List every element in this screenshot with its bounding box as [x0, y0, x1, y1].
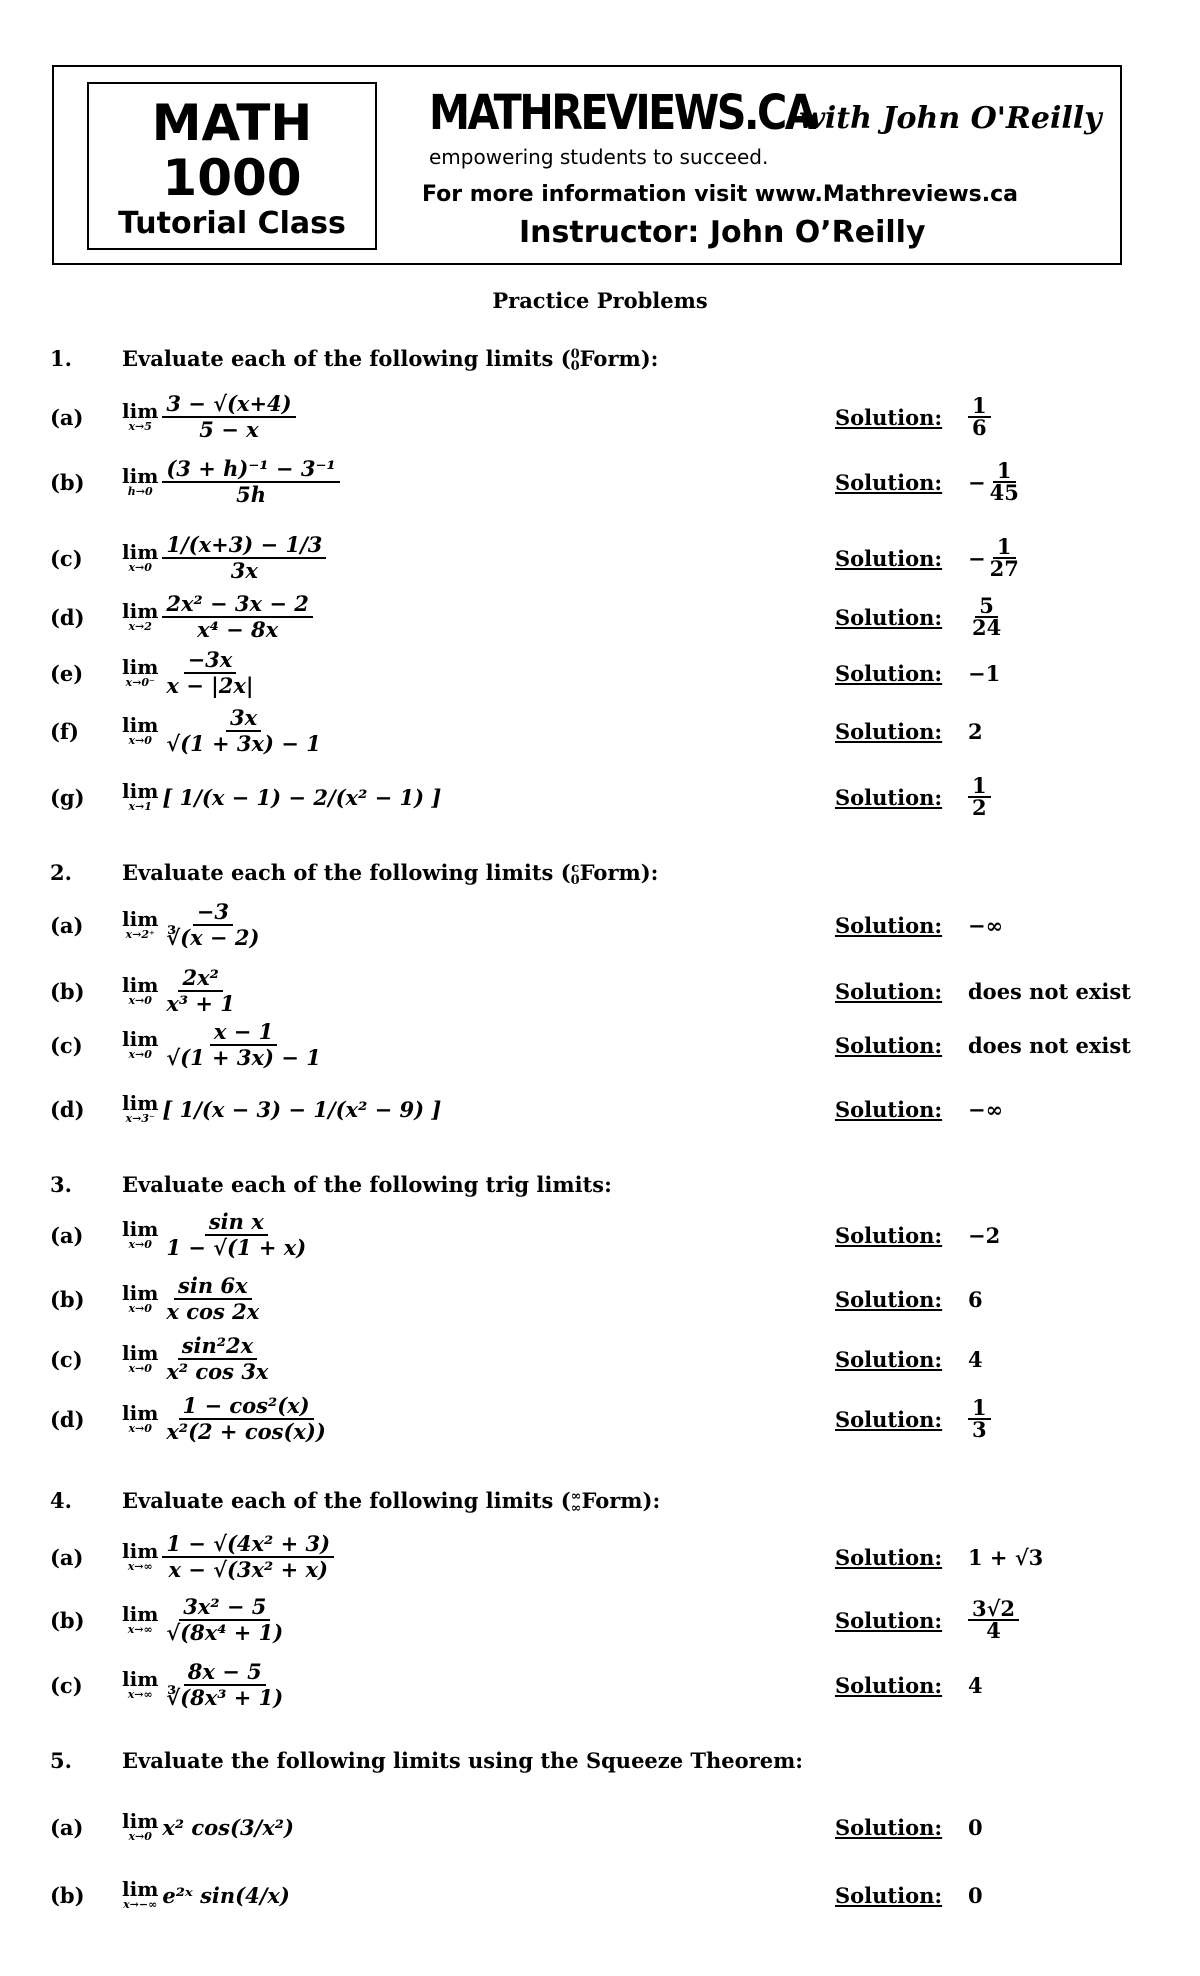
form-suffix: Form):	[579, 860, 659, 885]
limit-operator: lim x→0	[122, 1401, 159, 1435]
limit-subscript: x→0	[128, 994, 152, 1007]
numerator: 1 − cos²(x)	[179, 1394, 314, 1420]
numerator: 2x²	[178, 966, 222, 992]
solution-label: Solution:	[835, 1607, 943, 1633]
problem-expression	[122, 1528, 334, 1586]
form-den: 0	[570, 872, 580, 888]
numerator: 2x² − 3x − 2	[162, 592, 313, 618]
problem-label: (f)	[50, 718, 79, 744]
solution-value	[968, 772, 991, 822]
solution-label: Solution:	[835, 1882, 943, 1908]
problem-row	[50, 1272, 1150, 1326]
numerator: 3x	[226, 706, 261, 732]
solution-label: Solution:	[835, 1672, 943, 1698]
limit-operator: lim x→0⁻	[122, 655, 159, 689]
limit-subscript: x→2	[128, 620, 152, 633]
problem-expression	[122, 706, 325, 756]
problem-label: (b)	[50, 1607, 85, 1633]
solution-value	[968, 520, 1023, 596]
denominator: x cos 2x	[166, 1299, 260, 1324]
limit-subscript: x→2⁺	[125, 928, 155, 941]
solution-value: −∞	[968, 1096, 1004, 1122]
section-text: Evaluate each of the following trig limits:	[122, 1172, 612, 1197]
section-text: Evaluate each of the following limits	[122, 346, 554, 371]
limit-subscript: x→5	[128, 420, 152, 433]
bracket-expression: [ 1/(x − 1) − 2/(x² − 1) ]	[162, 784, 442, 810]
limit-subscript: x→0⁻	[125, 676, 155, 689]
problem-row	[50, 455, 1150, 509]
problem-expression	[122, 1208, 310, 1262]
solution-label: Solution:	[835, 1406, 943, 1432]
brand-tagline: empowering students to succeed.	[429, 145, 769, 169]
form-suffix: Form):	[579, 346, 659, 371]
problem-row	[50, 1018, 1150, 1072]
limit-subscript: x→0	[128, 561, 152, 574]
problem-expression	[122, 1332, 272, 1386]
solution-label: Solution:	[835, 469, 943, 495]
problem-label: (d)	[50, 604, 85, 630]
answer-numerator: 1	[968, 1398, 991, 1420]
limit-operator: lim x→0	[122, 1217, 159, 1251]
solution-label: Solution:	[835, 1032, 943, 1058]
problem-expression	[122, 390, 296, 444]
form-fraction	[570, 346, 580, 374]
info-line: For more information visit www.Mathreviews.ca	[422, 182, 1018, 207]
problem-expression	[122, 964, 239, 1018]
solution-value: 2	[968, 718, 983, 744]
form-fraction	[570, 1488, 582, 1516]
problem-label: (c)	[50, 1672, 83, 1698]
solution-value: −1	[968, 660, 1001, 686]
problem-label: (a)	[50, 1544, 84, 1570]
solution-value	[968, 592, 1005, 642]
solution-value: 4	[968, 1346, 983, 1372]
solution-label: Solution:	[835, 1222, 943, 1248]
problem-row	[50, 1658, 1150, 1712]
problem-label: (c)	[50, 1032, 83, 1058]
denominator: x⁴ − 8x	[197, 617, 279, 642]
form-num: ∞	[570, 1488, 582, 1504]
section-text: Evaluate each of the following limits	[122, 1488, 554, 1513]
problem-expression	[122, 898, 263, 952]
solution-label: Solution:	[835, 1286, 943, 1312]
denominator: √(8x⁴ + 1)	[166, 1620, 284, 1645]
answer-numerator: 1	[968, 776, 991, 798]
solution-value	[968, 455, 1023, 509]
limit-operator: lim x→∞	[122, 1539, 159, 1573]
fraction	[162, 1334, 272, 1384]
limit-operator: lim x→0	[122, 1341, 159, 1375]
problem-row	[50, 648, 1150, 698]
limit-subscript: x→0	[128, 1362, 152, 1375]
numerator: 1/(x+3) − 1/3	[162, 533, 326, 559]
form-num: 0	[570, 346, 580, 362]
problem-label: (a)	[50, 912, 84, 938]
section-number: 2.	[50, 860, 72, 885]
denominator: x² cos 3x	[166, 1359, 269, 1384]
limit-subscript: x→1	[128, 800, 152, 813]
form-num: c	[571, 860, 580, 876]
denominator: √(1 + 3x) − 1	[166, 731, 321, 756]
limit-subscript: x→−∞	[123, 1898, 158, 1911]
numerator: 8x − 5	[184, 1660, 266, 1686]
answer-denominator: 3	[972, 1417, 987, 1442]
answer-numerator: 5	[975, 596, 998, 618]
problem-expression	[122, 520, 326, 596]
brand-signature: with John O'Reilly	[799, 101, 1102, 136]
problem-row	[50, 592, 1150, 642]
solution-value	[968, 1592, 1019, 1648]
problem-row	[50, 1800, 1150, 1854]
limit-operator: lim x→2⁺	[122, 907, 159, 941]
problem-label: (c)	[50, 545, 83, 571]
problem-expression	[122, 1392, 330, 1446]
instructor-line: Instructor: John O’Reilly	[519, 215, 926, 250]
denominator: ∛(8x³ + 1)	[166, 1685, 284, 1710]
problem-label: (b)	[50, 469, 85, 495]
form-open: (	[560, 1488, 571, 1513]
numerator: x − 1	[210, 1020, 277, 1046]
course-box	[87, 82, 377, 250]
form-open: (	[560, 346, 571, 371]
solution-value: 4	[968, 1672, 983, 1698]
limit-operator: lim x→∞	[122, 1667, 159, 1701]
section-text: Evaluate the following limits using the Squeeze Theorem:	[122, 1748, 804, 1773]
limit-operator: lim x→0	[122, 973, 159, 1007]
answer-denominator: 24	[972, 615, 1002, 640]
section-heading-2	[50, 860, 658, 887]
limit-operator: lim x→0	[122, 1281, 159, 1315]
limit-subscript: x→0	[128, 1422, 152, 1435]
problem-row	[50, 772, 1150, 822]
answer-numerator: 1	[993, 461, 1016, 483]
limit-operator: lim x→1	[122, 779, 159, 813]
form-fraction	[570, 860, 580, 888]
problem-row	[50, 1868, 1150, 1922]
problem-expression	[122, 1658, 287, 1712]
numerator: 3 − √(x+4)	[162, 392, 295, 418]
limit-operator: lim h→0	[122, 464, 159, 498]
fraction	[162, 1210, 310, 1260]
problem-label: (a)	[50, 1814, 84, 1840]
problem-expression	[122, 1800, 294, 1854]
form-den: ∞	[570, 1500, 582, 1516]
header-box	[52, 65, 1122, 265]
limit-operator: lim x→0	[122, 713, 159, 747]
answer-sign: −	[968, 545, 986, 571]
solution-label: Solution:	[835, 404, 943, 430]
problem-expression	[122, 1592, 287, 1648]
limit-subscript: x→0	[128, 734, 152, 747]
problem-row	[50, 390, 1150, 444]
solution-label: Solution:	[835, 1544, 943, 1570]
limit-subscript: x→3⁻	[125, 1112, 155, 1125]
fraction	[162, 1394, 329, 1444]
problem-row	[50, 964, 1150, 1018]
numerator: sin x	[205, 1210, 268, 1236]
numerator: −3x	[184, 648, 237, 674]
answer-denominator: 4	[986, 1618, 1001, 1643]
course-type: Tutorial Class	[118, 206, 346, 241]
denominator: 3x	[230, 558, 258, 583]
solution-value	[968, 1392, 991, 1446]
limit-operator: lim x→∞	[122, 1602, 159, 1636]
problem-row	[50, 1332, 1150, 1386]
solution-value: −∞	[968, 912, 1004, 938]
limit-operator: lim x→5	[122, 399, 159, 433]
limit-subscript: x→0	[128, 1302, 152, 1315]
problem-label: (d)	[50, 1406, 85, 1432]
limit-subscript: x→0	[128, 1238, 152, 1251]
answer-numerator: 3√2	[968, 1599, 1019, 1621]
solution-label: Solution:	[835, 1814, 943, 1840]
numerator: sin 6x	[174, 1274, 252, 1300]
solution-label: Solution:	[835, 912, 943, 938]
fraction	[162, 533, 326, 583]
answer-denominator: 27	[989, 556, 1019, 581]
denominator: 1 − √(1 + x)	[166, 1235, 307, 1260]
solution-label: Solution:	[835, 718, 943, 744]
fraction	[162, 392, 295, 442]
problem-label: (b)	[50, 978, 85, 1004]
denominator: x − |2x|	[166, 673, 254, 698]
function-expression: x² cos(3/x²)	[162, 1814, 294, 1840]
limit-subscript: h→0	[127, 485, 153, 498]
solution-value: 0	[968, 1814, 983, 1840]
denominator: 5 − x	[199, 417, 259, 442]
problem-label: (g)	[50, 784, 85, 810]
limit-operator: lim x→0	[122, 540, 159, 574]
answer-sign: −	[968, 469, 986, 495]
problem-label: (d)	[50, 1096, 85, 1122]
problem-label: (a)	[50, 404, 84, 430]
numerator: (3 + h)⁻¹ − 3⁻¹	[162, 457, 339, 483]
problem-row	[50, 1592, 1150, 1648]
denominator: ∛(x − 2)	[166, 925, 260, 950]
fraction	[162, 648, 257, 698]
problem-expression	[122, 648, 258, 698]
form-den: 0	[570, 358, 580, 374]
section-text: Evaluate each of the following limits	[122, 860, 554, 885]
problem-row	[50, 520, 1150, 596]
function-expression: e²ˣ sin(4/x)	[162, 1882, 290, 1908]
section-number: 4.	[50, 1488, 72, 1513]
fraction	[162, 706, 324, 756]
solution-label: Solution:	[835, 545, 943, 571]
course-number: 1000	[162, 149, 302, 207]
problem-expression	[122, 1018, 325, 1072]
denominator: √(1 + 3x) − 1	[166, 1045, 321, 1070]
problem-expression	[122, 455, 340, 509]
problem-row	[50, 1208, 1150, 1262]
problem-label: (a)	[50, 1222, 84, 1248]
problem-label: (e)	[50, 660, 84, 686]
denominator: x − √(3x² + x)	[168, 1557, 328, 1582]
fraction	[162, 900, 263, 950]
denominator: 5h	[236, 482, 266, 507]
answer-denominator: 45	[989, 480, 1019, 505]
problem-expression	[122, 1084, 441, 1134]
limit-operator: lim x→0	[122, 1027, 159, 1061]
problem-expression	[122, 1868, 290, 1922]
fraction	[162, 457, 339, 507]
solution-label: Solution:	[835, 604, 943, 630]
problem-row	[50, 898, 1150, 952]
limit-subscript: x→∞	[127, 1623, 153, 1636]
problem-row	[50, 1392, 1150, 1446]
section-heading-4	[50, 1488, 660, 1515]
bracket-expression: [ 1/(x − 3) − 1/(x² − 9) ]	[162, 1096, 442, 1122]
fraction	[162, 1660, 287, 1710]
limit-operator: lim x→2	[122, 599, 159, 633]
numerator: −3	[193, 900, 233, 926]
section-number: 1.	[50, 346, 72, 371]
solution-value: 1 + √3	[968, 1544, 1044, 1570]
fraction	[162, 966, 239, 1016]
solution-label: Solution:	[835, 1096, 943, 1122]
problem-expression	[122, 592, 313, 642]
solution-value: 0	[968, 1882, 983, 1908]
section-number: 5.	[50, 1748, 72, 1773]
numerator: sin²2x	[178, 1334, 257, 1360]
solution-value: 6	[968, 1286, 983, 1312]
solution-value: −2	[968, 1222, 1001, 1248]
limit-subscript: x→∞	[127, 1688, 153, 1701]
section-heading-5	[50, 1748, 803, 1773]
solution-label: Solution:	[835, 1346, 943, 1372]
denominator: x³ + 1	[166, 991, 235, 1016]
answer-denominator: 2	[972, 795, 987, 820]
problem-row	[50, 1528, 1150, 1586]
limit-subscript: x→∞	[127, 1560, 153, 1573]
fraction	[162, 1595, 287, 1645]
answer-denominator: 6	[972, 415, 987, 440]
page-title: Practice Problems	[492, 288, 708, 313]
section-number: 3.	[50, 1172, 72, 1197]
problem-label: (c)	[50, 1346, 83, 1372]
brand-name: MATHREVIEWS.CA	[429, 85, 815, 141]
answer-numerator: 1	[968, 396, 991, 418]
problem-label: (b)	[50, 1882, 85, 1908]
limit-operator: lim x→−∞	[122, 1877, 159, 1911]
numerator: 3x² − 5	[179, 1595, 270, 1621]
numerator: 1 − √(4x² + 3)	[162, 1532, 334, 1558]
section-heading-1	[50, 346, 658, 373]
limit-subscript: x→0	[128, 1048, 152, 1061]
problem-row	[50, 1084, 1150, 1134]
solution-label: Solution:	[835, 978, 943, 1004]
form-suffix: Form):	[581, 1488, 661, 1513]
limit-operator: lim x→3⁻	[122, 1091, 159, 1125]
fraction	[162, 592, 313, 642]
solution-label: Solution:	[835, 660, 943, 686]
problem-expression	[122, 1272, 263, 1326]
solution-value: does not exist	[968, 1032, 1131, 1058]
solution-label: Solution:	[835, 784, 943, 810]
limit-operator: lim x→0	[122, 1809, 159, 1843]
form-open: (	[560, 860, 571, 885]
solution-value	[968, 390, 991, 444]
fraction	[162, 1532, 334, 1582]
problem-expression	[122, 772, 441, 822]
problem-row	[50, 706, 1150, 756]
fraction	[162, 1020, 324, 1070]
problem-label: (b)	[50, 1286, 85, 1312]
solution-value: does not exist	[968, 978, 1131, 1004]
section-heading-3	[50, 1172, 612, 1197]
fraction	[162, 1274, 263, 1324]
answer-numerator: 1	[993, 537, 1016, 559]
limit-subscript: x→0	[128, 1830, 152, 1843]
denominator: x²(2 + cos(x))	[166, 1419, 326, 1444]
course-subject: MATH	[151, 94, 313, 152]
